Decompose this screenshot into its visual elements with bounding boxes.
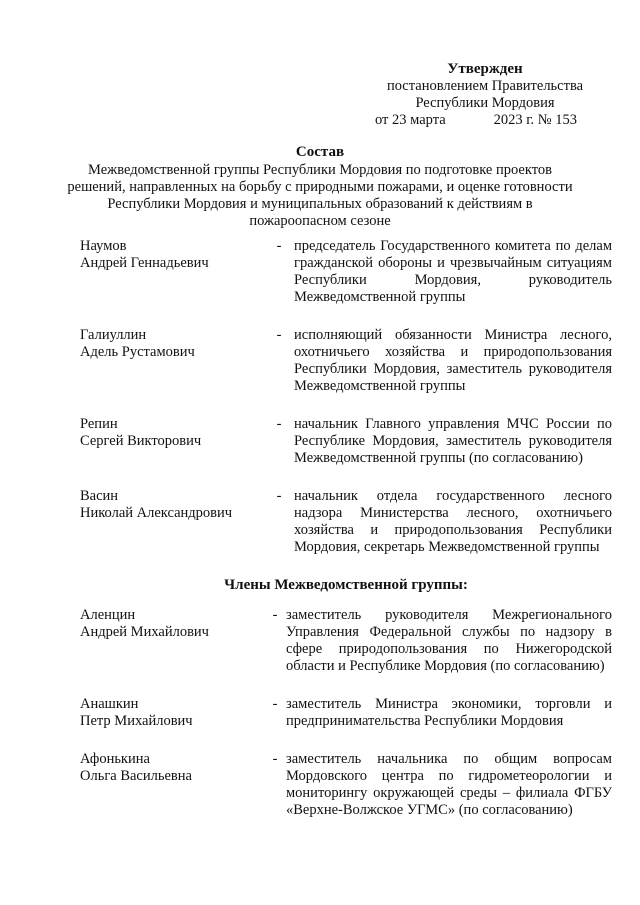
member-given-name: Адель Рустамович [80,344,195,360]
member-surname: Афонькина [80,751,150,767]
member-row [80,607,612,675]
member-name [80,607,264,675]
member-name [80,238,268,306]
member-name [80,488,268,556]
member-row [80,416,612,467]
member-given-name: Андрей Геннадьевич [80,255,209,271]
approval-date-year-number: 2023 г. № 153 [493,112,577,128]
member-dash: - [276,238,282,254]
member-row [80,696,612,730]
member-role: заместитель руководителя Межрегионального Управления Федеральной службы по надзору в сфере природопользования по Нижегородской области и Республике Мордовия (по согласованию) [286,607,612,674]
document-subtitle: Межведомственной группы Республики Мордовия по подготовке проектов решений, направленных на борьбу с природными пожарами, и оценке готовности Республики Мордовия и муниципальных образований к действиям в пожароопасном сезоне [67,162,573,229]
member-given-name: Николай Александрович [80,505,233,521]
member-surname: Репин [80,416,118,432]
member-row [80,238,612,306]
member-dash: - [276,488,282,504]
member-given-name: Андрей Михайлович [80,624,209,640]
member-given-name: Петр Михайлович [80,713,193,729]
member-name [80,696,264,730]
approval-date-prefix: от 23 марта [375,112,446,128]
member-role: начальник Главного управления МЧС России по Республике Мордовия, заместитель руководителя Межведомственной группы (по согласованию) [294,416,612,466]
member-surname: Аленцин [80,607,136,623]
member-name [80,327,268,395]
leaders-group [80,238,612,556]
member-role: председатель Государственного комитета по делам гражданской обороны и чрезвычайным ситуациям Республики Мордовия, руководитель Межведомственной группы [294,238,612,305]
member-dash: - [272,607,278,623]
member-dash: - [272,696,278,712]
approval-date [375,112,595,129]
member-surname: Васин [80,488,119,504]
member-role: заместитель Министра экономики, торговли и предпринимательства Республики Мордовия [286,696,612,729]
approval-block [375,60,595,129]
member-dash: - [272,751,278,767]
members-section-heading: Члены Межведомственной группы: [224,577,468,593]
member-name [80,416,268,467]
member-role: начальник отдела государственного лесного надзора Министерства лесного, охотничьего хозяйства и природопользования Республики Мордовия, секретарь Межведомственной группы [294,488,612,555]
members-group [80,607,612,819]
member-surname: Анашкин [80,696,139,712]
member-dash: - [276,327,282,343]
member-row [80,488,612,556]
document-title: Состав [295,144,345,160]
member-dash: - [276,416,282,432]
member-given-name: Ольга Васильевна [80,768,192,784]
members-list [80,238,612,840]
member-surname: Наумов [80,238,127,254]
approval-title: Утвержден [447,61,523,77]
approval-line-2: Республики Мордовия [415,95,555,111]
document-header [60,143,580,230]
member-name [80,751,264,819]
member-row [80,751,612,819]
member-surname: Галиуллин [80,327,147,343]
member-role: заместитель начальника по общим вопросам Мордовского центра по гидрометеорологии и мониторингу окружающей среды – филиала ФГБУ «Верхне-Волжское УГМС» (по согласованию) [286,751,612,818]
member-role: исполняющий обязанности Министра лесного, охотничьего хозяйства и природопользования Республики Мордовия, заместитель руководителя Межведомственной группы [294,327,612,394]
approval-line-1: постановлением Правительства [386,78,584,94]
member-given-name: Сергей Викторович [80,433,202,449]
member-row [80,327,612,395]
